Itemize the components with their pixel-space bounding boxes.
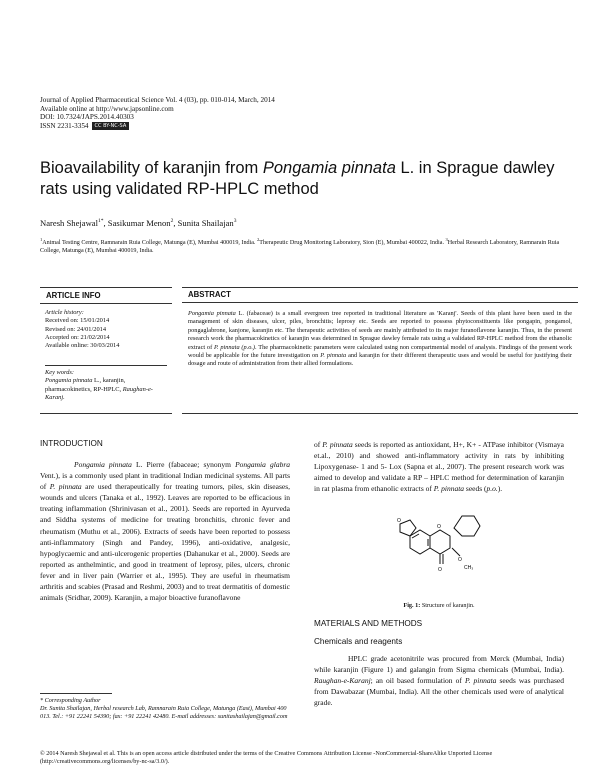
intro-text: Pongamia pinnata L. Pierre (fabaceae; synonym Pongamia glabra Vent.), is a commonly used plant in traditional Indian medicinal systems. All parts of P. pinnata are used therapeutically for treating tumors, piles, skin diseases, wounds and ulcers (Tanaka et al., 1992). Leaves are reported to be efficacious in treating inflammation (Shrinivasan et al., 2001). Seeds are reported in Ayurveda and Siddha systems of medicine for treating bronchitis, chronic fever and rheumatism (Muthu et al., 2006). Extracts of seeds have been reported to possess anti-inflammatory (Singh and Pandey, 1996), anti-oxidative, analgesic, hypoglycaemic and anti-ulcerogenic properties (Dahanukar et al., 2000). Seeds are reported as anthelmintic, and good in treatment of leprosy, piles, ulcers, chronic fever and in liver pain (Warrier et al., 1995). They are useful in rheumatism arthritis and scabies (Prasad and Reshmi, 2003) and to treat dermatitis of domestic animals (Sridhar, 2009). Karanjin, a major bioactive furanoflavone xyxy=(40,460,291,603)
license-badge: CC BY-NC-SA xyxy=(92,122,130,130)
journal-citation: Journal of Applied Pharmaceutical Science Vol. 4 (03), pp. 010-014, March, 2014 xyxy=(40,96,275,104)
journal-issn: ISSN 2231-3354 xyxy=(40,122,89,131)
divider xyxy=(182,413,578,414)
divider xyxy=(40,413,172,414)
article-title: Bioavailability of karanjin from Pongamia pinnata L. in Sprague dawley rats using validated RP-HPLC method xyxy=(40,159,555,198)
divider xyxy=(182,302,578,303)
karanjin-structure xyxy=(370,514,510,594)
keywords: Key words: Pongamia pinnata L., karanjin, pharmacokinetics, RP-HPLC, Raughan-e-Karanj. xyxy=(45,369,153,401)
atom-o: O xyxy=(458,557,462,563)
journal-info xyxy=(40,96,275,131)
license-footer: © 2014 Naresh Shejawal et al. This is an open access article distributed under the terms of the Creative Commons Attribution License -NonCommercial-ShareAlike Unported License (http://creativecommons.org/licenses/by-nc-sa/3.0/). xyxy=(40,750,493,766)
intro-continued: of P. pinnata seeds is reported as antioxidant, H+, K+ - ATPase inhibitor (Vismaya et.al., 2010) and showed anti-inflammatory activity in rats by inhibiting Lipoxygenase- 1 and 5- Lox (Sapna et al., 2007). The present research work was aimed to develop and validate a RP – HPLC method for determination of karanjin in rat plasma from ethanolic extracts of P. pinnata seeds (p.o.). xyxy=(314,440,564,494)
atom-o: O xyxy=(438,567,442,573)
atom-o: O xyxy=(397,518,401,524)
divider xyxy=(45,365,167,366)
affiliations: $^1$Animal Testing Centre, Ramnarain Ruia College, Matunga (E), Mumbai 400019, India. $^2$Therapeutic Drug Monitoring Laboratory, Sion (E), Mumbai 400022, India. $^3$Herbal Research Laboratory, Ramnarain Ruia College, Matunga (E), Mumbai 400019, India. xyxy=(40,237,560,255)
corresponding-author: * Corresponding Author Dr. Sunita Shailajan, Herbal research Lab, Ramnarain Ruia College, Matunga (East), Mumbai 400 013. Tel.: +91 22241 54390; fax: +91 22241 42480. E-mail addresses: sunitashailajan@gmail.com xyxy=(40,697,288,721)
atom-o: O xyxy=(437,524,441,530)
journal-doi[interactable]: DOI: 10.7324/JAPS.2014.40303 xyxy=(40,113,134,122)
methods-text: HPLC grade acetonitrile was procured from Merck (Mumbai, India) while karanjin (Figure 1) and galangin from Sigma chemicals (Mumbai, India). Raughan-e-Karanj; an oil based formulation of P. pinnata seeds was purchased from Dawabazar (Mumbai, India). All the other chemicals used were of analytical grade. xyxy=(314,654,564,708)
intro-heading: INTRODUCTION xyxy=(40,439,103,448)
divider xyxy=(40,303,172,304)
article-info-heading: ARTICLE INFO xyxy=(46,291,101,300)
journal-url[interactable]: Available online at http://www.japsonline.com xyxy=(40,104,174,113)
abstract-text: Pongamia pinnata L. (fabaceae) is a small evergreen tree reported in traditional literature as 'Karanj'. Seeds of this plant have been used in the management of skin diseases, ulcer, piles, bronchitis; leprosy etc. Seeds are reported to possess phytoconstituents like pongapin, pongamol, pongaglabrone, kanjone, karanjin etc. The therapeutic activities of seeds are mainly attributed to its major furanoflavone karanjin. Thus, in the present research work the pharmacokinetics of karanjin was determined in Sprague dawley female rats using a validated RP-HPLC method from the ethanolic extract of P. pinnata (p.o.). The pharmacokinetic parameters were calculated using non compartmental model of analysis. Findings of the present work would be applicable for the future investigation on P. pinnata and karanjin for their different therapeutic uses and would be useful for justifying their dosage and route of administration from their allied formulations. xyxy=(188,310,572,368)
article-history: Article history: Received on: 15/01/2014 Revised on: 24/01/2014 Accepted on: 21/02/2014 Available online: 30/03/2014 xyxy=(45,309,120,350)
divider xyxy=(40,287,172,288)
author-list: Naresh Shejawal$^{1*}$, Sasikumar Menon$^2$, Sunita Shailajan$^3$ xyxy=(40,218,237,228)
methods-heading: MATERIALS AND METHODS xyxy=(314,619,423,628)
methods-subheading: Chemicals and reagents xyxy=(314,637,403,646)
divider xyxy=(40,693,112,694)
figure-caption: Fig. 1: Structure of karanjin. xyxy=(403,602,475,609)
divider xyxy=(182,287,578,288)
atom-ch3: CH₃ xyxy=(464,565,474,571)
abstract-heading: ABSTRACT xyxy=(188,290,231,299)
